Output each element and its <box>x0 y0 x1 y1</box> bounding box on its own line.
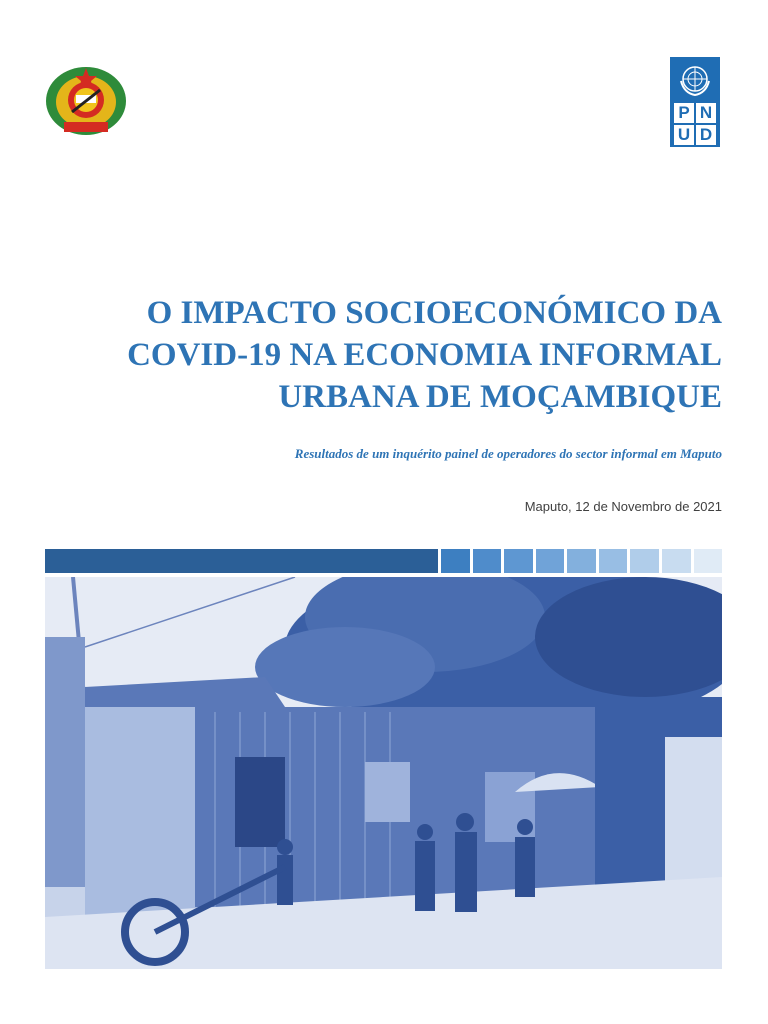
color-swatch <box>662 549 691 573</box>
decorative-color-bar <box>45 549 722 573</box>
color-swatch <box>567 549 596 573</box>
color-swatch <box>599 549 628 573</box>
undp-letter: U <box>674 125 694 145</box>
cover-street-scene-image <box>45 577 722 969</box>
color-swatch <box>630 549 659 573</box>
document-title <box>42 292 722 418</box>
color-swatch <box>694 549 723 573</box>
color-bar-main <box>45 549 438 573</box>
document-subtitle: Resultados de um inquérito painel de operadores do sector informal em Maputo <box>294 446 722 461</box>
mozambique-emblem-icon <box>44 64 128 138</box>
color-swatch <box>536 549 565 573</box>
color-swatch <box>441 549 470 573</box>
undp-letter: P <box>674 103 694 123</box>
un-globe-icon <box>676 61 714 99</box>
color-swatch <box>504 549 533 573</box>
undp-letter: N <box>696 103 716 123</box>
title-line: COVID-19 NA ECONOMIA INFORMAL <box>127 337 722 373</box>
color-swatch <box>473 549 502 573</box>
document-date: Maputo, 12 de Novembro de 2021 <box>524 499 722 514</box>
undp-letter: D <box>696 125 716 145</box>
undp-logo <box>670 57 720 147</box>
title-line: URBANA DE MOÇAMBIQUE <box>278 379 722 415</box>
title-line: O IMPACTO SOCIOECONÓMICO DA <box>146 295 722 331</box>
